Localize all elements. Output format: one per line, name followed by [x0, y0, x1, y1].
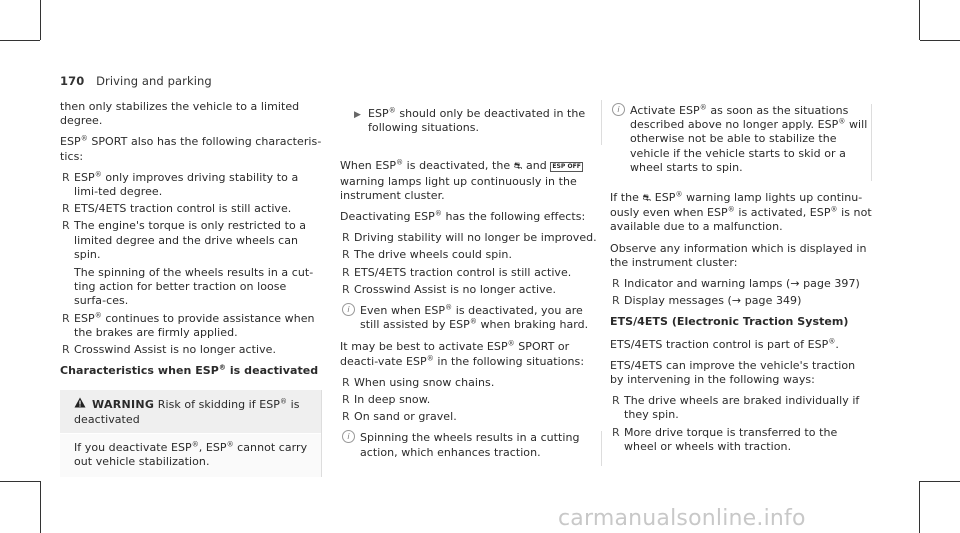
esp-off-icon: ESP OFF — [552, 163, 581, 171]
crop-mark — [920, 481, 960, 482]
effects-list — [340, 231, 602, 297]
list-item: R In deep snow. — [342, 393, 431, 407]
list-item: R ETS/4ETS traction control is still active. — [342, 265, 572, 279]
deactivated-paragraph: When ESP® is deactivated, the ⛐ and ESP OFF warning lamps light up continuously in the instrument cluster. — [340, 158, 581, 202]
note: i Even when ESP® is deactivated, you are still assisted by ESP® when braking hard. — [340, 304, 602, 332]
section-heading: ETS/4ETS (Electronic Traction System) — [610, 315, 849, 329]
triangle-right-icon: ▶ — [354, 110, 361, 120]
list-item: R More drive torque is transferred to the wheel or wheels with traction. — [612, 425, 838, 453]
list-item: R Display messages (→ page 349) — [612, 294, 802, 308]
crop-mark — [40, 0, 41, 40]
intro-paragraph: then only stabilizes the vehicle to a limited degree. — [60, 100, 300, 128]
warning-header: WARNING Risk of skidding if ESP® is deactivated — [60, 390, 321, 433]
list-item: R The engine's torque is only restricted to a limited degree and the drive wheels can spin. The spinning of the wheels results in a cut-ting action for better traction on loose surfa-ces. — [60, 219, 322, 308]
list-item: R ESP® only improves driving stability to a limi-ted degree. — [62, 170, 299, 199]
xref-arrow-icon: → — [731, 294, 745, 308]
crop-mark — [920, 40, 960, 41]
list-item: R Driving stability will no longer be improved. — [342, 231, 597, 245]
effects-intro: Deactivating ESP® has the following effects: — [340, 209, 586, 224]
page-number: 170 — [60, 74, 85, 88]
list-item: R ESP® continues to provide assistance when the brakes are firmly applied. — [62, 310, 315, 339]
column-left — [60, 100, 322, 477]
skidding-car-icon: ⛐ — [513, 161, 523, 173]
section-heading: Characteristics when ESP® is deactivated — [60, 363, 319, 378]
list-item: R ETS/4ETS traction control is still active. — [62, 202, 292, 216]
warning-box — [60, 390, 322, 477]
skidding-car-icon: ⛐ — [642, 193, 652, 205]
warning-body: If you deactivate ESP®, ESP® cannot carry out vehicle stabilization. — [60, 434, 321, 477]
crop-mark — [919, 0, 920, 40]
crop-mark — [0, 40, 40, 41]
sport-paragraph: ESP® SPORT also has the following characteris-tics: — [60, 134, 322, 163]
ets-paragraph: ETS/4ETS traction control is part of ESP®. — [610, 336, 839, 351]
observe-paragraph: Observe any information which is displayed in the instrument cluster: — [610, 241, 867, 269]
warning-label: WARNING — [92, 398, 155, 412]
crop-mark — [919, 481, 920, 533]
list-item: R The drive wheels are braked individually if they spin. — [612, 394, 860, 422]
list-item: R On sand or gravel. — [342, 410, 457, 424]
list-subparagraph: The spinning of the wheels results in a cut-ting action for better traction on loose surfa-ces. — [74, 266, 314, 308]
page-link[interactable]: page 397 — [803, 277, 856, 291]
info-icon: i — [342, 303, 355, 316]
best-paragraph: It may be best to activate ESP® SPORT or deacti-vate ESP® in the following situations: — [340, 339, 585, 368]
xref-arrow-icon: → — [790, 277, 804, 291]
column-middle — [340, 100, 602, 474]
list-item: R Crosswind Assist is no longer active. — [62, 343, 277, 357]
ways-list — [610, 394, 872, 454]
list-item: R Crosswind Assist is no longer active. — [342, 282, 557, 296]
watermark: carmanualsonline.info — [558, 506, 806, 531]
reference-list — [610, 277, 872, 308]
page-header — [60, 74, 212, 88]
malfunction-paragraph: If the ⛐ ESP® warning lamp lights up continu-ously even when ESP® is activated, ESP® is not available due to a malfunction. — [610, 190, 872, 234]
list-item: R The drive wheels could spin. — [342, 248, 512, 262]
note: i Activate ESP® as soon as the situations described above no longer apply. ESP® will otherwise not be able to stabilize the vehicle if the vehicle starts to skid or a wheel starts to spin. — [610, 104, 872, 181]
page-link[interactable]: page 349 — [744, 294, 798, 308]
list-item: R When using snow chains. — [342, 375, 495, 389]
crop-mark — [0, 481, 40, 482]
column-right — [610, 100, 872, 461]
info-icon: i — [612, 103, 625, 116]
warning-triangle-icon — [74, 397, 92, 412]
info-icon: i — [342, 430, 355, 443]
sport-characteristics-list — [60, 171, 322, 357]
note: i Spinning the wheels results in a cutting action, which enhances traction. — [340, 431, 602, 465]
list-item: R Indicator and warning lamps (→ page 397) — [612, 277, 860, 291]
improve-paragraph: ETS/4ETS can improve the vehicle's traction by intervening in the following ways: — [610, 358, 856, 387]
crop-mark — [40, 481, 41, 533]
situations-list — [340, 376, 602, 425]
instruction-box: ▶ ESP® should only be deactivated in the following situations. — [340, 100, 602, 145]
section-title: Driving and parking — [96, 74, 212, 88]
